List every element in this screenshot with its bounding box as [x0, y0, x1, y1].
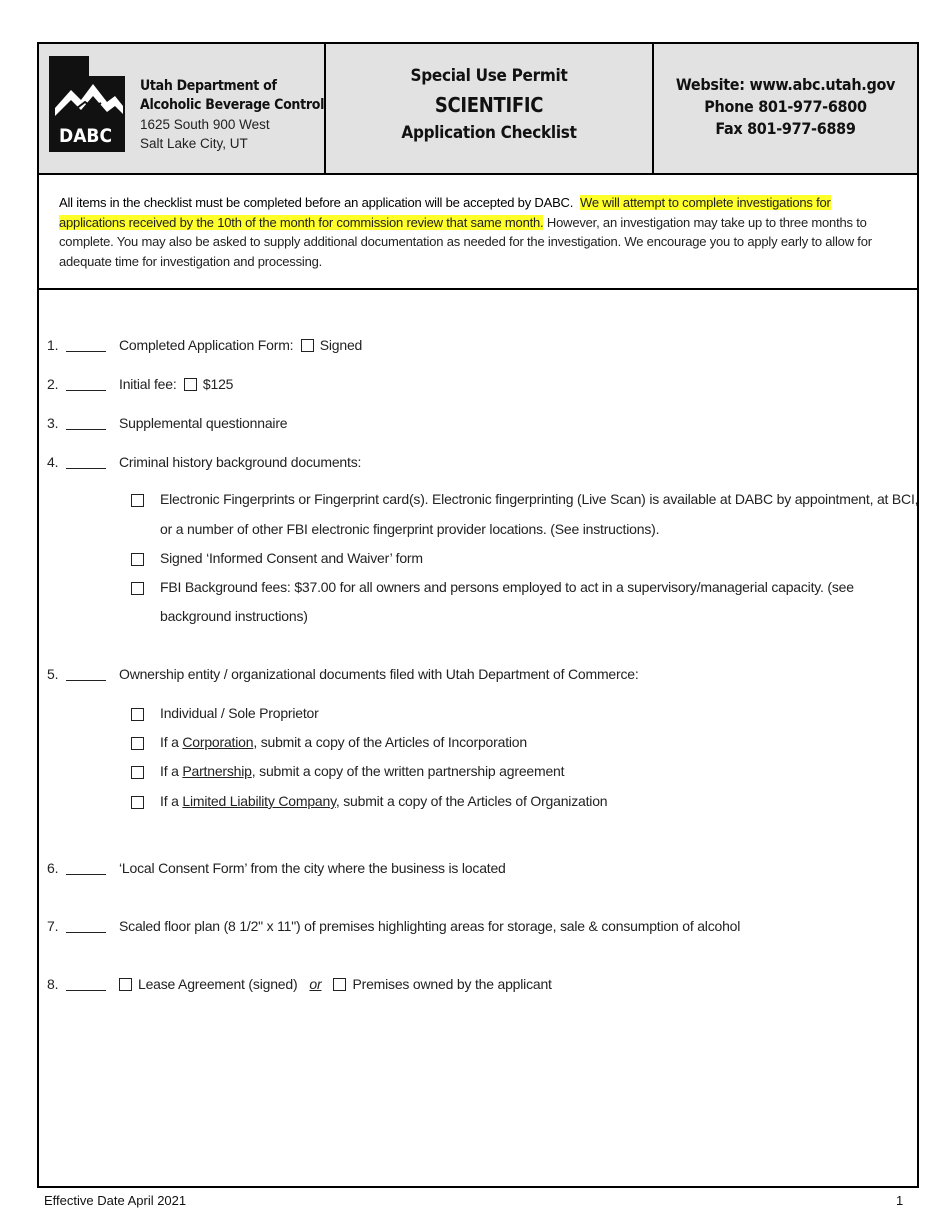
lease-checkbox[interactable]: [119, 978, 132, 991]
intro-paragraph: [59, 193, 897, 271]
title-line1: Special Use Permit: [410, 66, 568, 86]
lease-label: Lease Agreement (signed): [138, 976, 298, 992]
address-line1: 1625 South 900 West: [140, 117, 270, 132]
consent-checkbox[interactable]: [131, 553, 144, 566]
subitem-text: Signed ‘Informed Consent and Waiver’ form: [160, 550, 423, 566]
subitem-text: or a number of other FBI electronic fingerprint provider locations. (See instructions).: [160, 521, 660, 537]
owned-checkbox[interactable]: [333, 978, 346, 991]
form-frame: [37, 42, 919, 1188]
subitem-text: FBI Background fees: $37.00 for all owners and persons employed to act in a supervisory/managerial capacity. (see: [160, 579, 854, 595]
subitem-consent: [131, 550, 911, 570]
llc-checkbox[interactable]: [131, 796, 144, 809]
header-org-cell: [39, 44, 326, 173]
logo-text: DABC: [59, 125, 112, 147]
subitem-fbi-fees-cont: [131, 608, 911, 628]
item-label: Initial fee:: [119, 376, 177, 392]
checklist-item-6: [39, 860, 917, 880]
item-number: 2.: [47, 376, 59, 392]
effective-date: Effective Date April 2021: [44, 1193, 187, 1208]
item-number: 7.: [47, 918, 59, 934]
subitem-partnership: [131, 763, 911, 783]
header-contact-cell: [654, 44, 917, 173]
subitem-text: , submit a copy of the Articles of Incorporation: [253, 734, 527, 750]
subitem-sole-proprietor: [131, 705, 911, 725]
fax: Fax 801-977-6889: [715, 119, 856, 138]
org-block: [140, 77, 325, 153]
subitem-text: , submit a copy of the Articles of Organization: [335, 793, 608, 809]
intro-rest: However, an investigation may take up to three months to complete. You may also be asked to supply additional documentation as needed for the investigation. We encourage you to apply early to allow for adequate time for investigation and processing.: [59, 214, 872, 269]
partnership-term: Partnership: [182, 763, 252, 779]
signed-checkbox[interactable]: [301, 339, 314, 352]
address-line2: Salt Lake City, UT: [140, 136, 248, 151]
header-title-cell: [326, 44, 654, 173]
intro-highlight: We will attempt to complete investigations for applications received by the 10th of the month for commission review that same month.: [59, 195, 831, 230]
checklist-item-4: [39, 454, 917, 474]
title-line2: SCIENTIFIC: [434, 93, 544, 117]
fbi-fees-checkbox[interactable]: [131, 582, 144, 595]
website: Website: www.abc.utah.gov: [675, 75, 896, 94]
checklist-item-1: [39, 337, 917, 357]
checklist-item-3: [39, 415, 917, 435]
subitem-text: , submit a copy of the written partnership agreement: [251, 763, 565, 779]
initials-blank[interactable]: [66, 918, 106, 933]
checklist-item-8: [39, 976, 917, 996]
partnership-checkbox[interactable]: [131, 766, 144, 779]
subitem-text: background instructions): [160, 608, 308, 624]
item-number: 8.: [47, 976, 59, 992]
item-number: 4.: [47, 454, 59, 470]
initials-blank[interactable]: [66, 376, 106, 391]
subitem-corporation: [131, 734, 911, 754]
item-label: Scaled floor plan (8 1/2" x 11") of premises highlighting areas for storage, sale & consumption of alcohol: [119, 918, 741, 934]
subitem-text: Electronic Fingerprints or Fingerprint card(s). Electronic fingerprinting (Live Scan) is available at DABC by appointment, at BCI,: [160, 491, 919, 507]
subitem-fbi-fees: [131, 579, 911, 599]
checklist-item-5: [39, 666, 917, 686]
option-label: Signed: [319, 337, 363, 353]
item-label: Ownership entity / organizational documents filed with Utah Department of Commerce:: [119, 666, 639, 682]
item-number: 5.: [47, 666, 59, 682]
initials-blank[interactable]: [66, 454, 106, 469]
owned-label: Premises owned by the applicant: [352, 976, 552, 992]
item-number: 1.: [47, 337, 59, 353]
page-number: 1: [896, 1193, 904, 1208]
option-label: $125: [202, 376, 234, 392]
initials-blank[interactable]: [66, 976, 106, 991]
intro-lead: All items in the checklist must be completed before an application will be accepted by DABC.: [59, 195, 574, 210]
initials-blank[interactable]: [66, 666, 106, 681]
subitem-text: If a: [160, 734, 183, 750]
item-number: 6.: [47, 860, 59, 876]
item-label: Completed Application Form:: [119, 337, 294, 353]
corporation-checkbox[interactable]: [131, 737, 144, 750]
subitem-text: If a: [160, 763, 183, 779]
item-label: Supplemental questionnaire: [119, 415, 288, 431]
initials-blank[interactable]: [66, 860, 106, 875]
subitem-fingerprints-cont: [131, 521, 911, 541]
dabc-logo-icon: [49, 56, 125, 152]
item-number: 3.: [47, 415, 59, 431]
corporation-term: Corporation: [182, 734, 254, 750]
org-name-line2: Alcoholic Beverage Control: [140, 97, 325, 113]
subitem-llc: [131, 793, 911, 813]
subitem-text: Individual / Sole Proprietor: [160, 705, 319, 721]
phone: Phone 801-977-6800: [704, 97, 867, 116]
subitem-fingerprints: [131, 491, 919, 511]
initials-blank[interactable]: [66, 337, 106, 352]
checklist-item-2: [39, 376, 917, 396]
title-line3: Application Checklist: [401, 123, 577, 143]
checklist-item-7: [39, 918, 917, 938]
llc-term: Limited Liability Company: [182, 793, 336, 809]
org-name-line1: Utah Department of: [140, 78, 277, 94]
initials-blank[interactable]: [66, 415, 106, 430]
item-label: Criminal history background documents:: [119, 454, 362, 470]
or-text: or: [309, 976, 322, 992]
fee-checkbox[interactable]: [184, 378, 197, 391]
subitem-text: If a: [160, 793, 183, 809]
sole-proprietor-checkbox[interactable]: [131, 708, 144, 721]
header: [39, 44, 917, 175]
intro-section: [39, 175, 917, 290]
item-label: ‘Local Consent Form’ from the city where the business is located: [119, 860, 506, 876]
fingerprints-checkbox[interactable]: [131, 494, 144, 507]
